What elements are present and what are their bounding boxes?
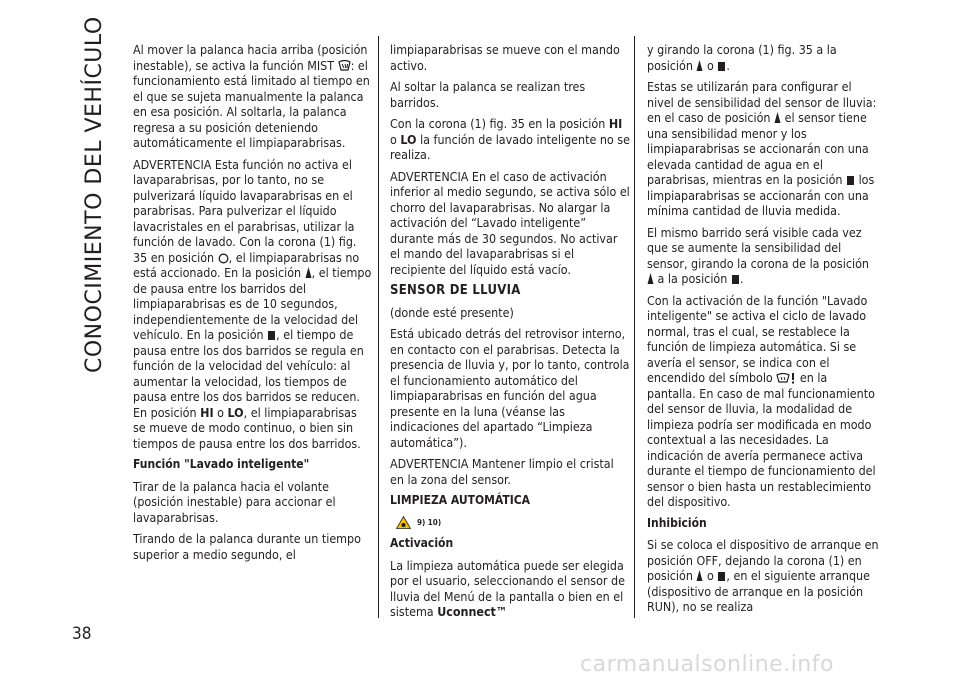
paragraph: y girando la corona (1) fig. 35 a la posición o . <box>647 42 837 73</box>
paragraph: (donde esté presente) <box>390 304 514 320</box>
sensitivity-high-icon <box>731 274 740 285</box>
watermark: carmanualsonline.info <box>580 652 834 677</box>
sensitivity-low-icon <box>696 60 703 72</box>
paragraph: Con la corona (1) fig. 35 en la posición HI o LO la función de lavado inteligente no se realiza. <box>390 116 630 162</box>
rain-sensor-fault-icon <box>776 372 796 384</box>
paragraph: Si se coloca el dispositivo de arranque en posición OFF, dejando la corona (1) en posición o , en el siguiente arranque (dispositivo de arranque en la posición RUN), no se realiza <box>647 537 879 614</box>
paragraph: ADVERTENCIA Esta función no activa el lavaparabrisas, por lo tanto, no se pulverizará líquido lavaparabrisas en el parabrisas. Para pulverizar el líquido lavacristales en el parabrisas, utilizar la función de lavado. Con la corona (1) fig. 35 en posición , el limpiaparabrisas no está accionado. En la posición , el tiempo de pausa entre los barridos del limpiaparabrisas es de 10 segundos, independientemente de la velocidad del vehículo. En la posición , el tiempo de pausa entre los dos barridos se regula en función de la velocidad del vehículo: al aumentar la velocidad, los tiempos de pausa entre los dos barridos se reducen. En posición HI o LO, el limpiaparabrisas se mueve de modo continuo, o bien sin tiempos de pausa entre los dos barridos. <box>133 156 372 451</box>
paragraph: Al mover la palanca hacia arriba (posición inestable), se activa la función MIST : el funcionamiento está limitado al tiempo en el que se sujeta manualmente la palanca en esa posición. Al soltarla, la palanca regresa a su posición deteniendo automáticamente el limpiaparabrisas. <box>133 42 370 150</box>
subheading: Función "Lavado inteligente" <box>133 457 310 471</box>
column-1 <box>133 42 373 568</box>
column-divider <box>634 36 635 618</box>
paragraph: Está ubicado detrás del retrovisor interno, en contacto con el parabrisas. Detecta la presencia de lluvia y, por lo tanto, controla el funcionamiento automático del limpiaparabrisas en función del agua presente en la luna (véanse las indicaciones del apartado “Limpieza automática”). <box>390 326 630 450</box>
page-number: 38 <box>72 624 92 644</box>
off-ring-icon <box>218 253 229 264</box>
sensitivity-low-icon <box>696 570 703 582</box>
section-title: SENSOR DE LLUVIA <box>390 283 521 298</box>
paragraph: Al soltar la palanca se realizan tres barridos. <box>390 79 586 110</box>
sensitivity-high-icon <box>717 61 726 72</box>
column-divider <box>378 36 379 618</box>
paragraph: Tirando de la palanca durante un tiempo superior a medio segundo, el <box>133 531 361 562</box>
sensitivity-high-icon <box>267 330 276 341</box>
paragraph: Tirar de la palanca hacia el volante (posición inestable) para accionar el lavaparabrisas. <box>133 478 336 525</box>
paragraph: ADVERTENCIA Mantener limpio el cristal en la zona del sensor. <box>390 456 614 487</box>
sensitivity-low-icon <box>305 267 312 279</box>
paragraph: ADVERTENCIA En el caso de activación inferior al medio segundo, se activa sólo el chorro del lavaparabrisas. No alargar la activación del “Lavado inteligente” durante más de 30 segundos. No activar el mando del lavaparabrisas si el recipiente del líquido está vacío. <box>390 168 630 277</box>
paragraph: Estas se utilizarán para configurar el nivel de sensibilidad del sensor de lluvia: en el caso de posición el sensor tiene una sensibilidad menor y los limpiaparabrisas se accionarán con una elevada cantidad de agua en el parabrisas, mientras en la posición los limpiaparabrisas se accionarán con una mínima cantidad de lluvia medida. <box>647 79 877 218</box>
mist-icon <box>338 60 351 72</box>
paragraph: Con la activación de la función "Lavado inteligente" se activa el ciclo de lavado normal, tras el cual, se restablece la función de limpieza automática. Si se avería el sensor, se indica con el encendido del símbolo en la pantalla. En caso de mal funcionamiento del sensor de lluvia, la modalidad de limpieza podría ser modificada en modo contextual a las necesidades. La indicación de avería permanece activa durante el tiempo de funcionamiento del sensor o bien hasta un restablecimiento del dispositivo. <box>647 292 876 509</box>
chapter-title: CONOCIMIENTO DEL VEHÍCULO <box>82 16 107 373</box>
warning-triangle-icon <box>396 516 411 529</box>
subheading: Inhibición <box>647 515 707 530</box>
subheading: Activación <box>390 536 454 550</box>
paragraph: El mismo barrido será visible cada vez que se aumente la sensibilidad del sensor, girando la corona de la posición a la posición . <box>647 224 869 286</box>
column-2 <box>390 42 630 626</box>
subheading: LIMPIEZA AUTOMÁTICA <box>390 493 530 507</box>
paragraph: La limpieza automática puede ser elegida por el usuario, seleccionando el sensor de lluvia del Menú de la pantalla o bien en el sistema Uconnect™ <box>390 557 625 619</box>
column-3 <box>647 42 879 621</box>
warning-references: 9) 10) <box>396 515 630 531</box>
paragraph: limpiaparabrisas se mueve con el mando activo. <box>390 42 620 73</box>
sensitivity-low-icon <box>647 273 654 285</box>
sensitivity-high-icon <box>846 175 855 186</box>
sensitivity-low-icon <box>774 112 781 124</box>
